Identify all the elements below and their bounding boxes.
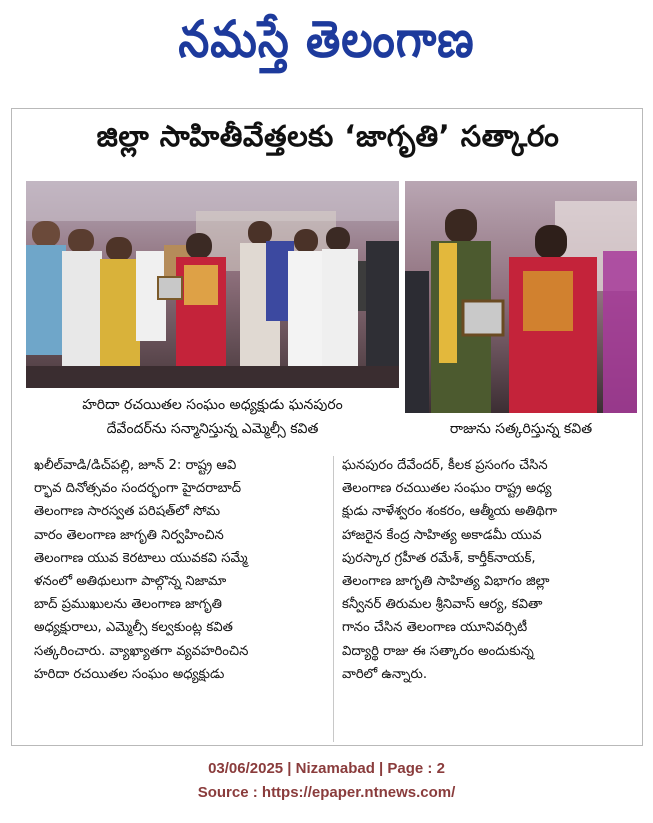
photo-side-image [405,181,637,413]
source-link[interactable]: Source : https://epaper.ntnews.com/ [197,784,456,801]
edition-info: 03/06/2025 | Nizamabad | Page : 2 [208,760,445,777]
column-divider [333,456,334,742]
photo-main-caption-line: దేవేందర్‌ను సన్మానిస్తున్న ఎమ్మెల్సీ కవిత [106,421,319,437]
article-headline: జిల్లా సాహితీవేత్తలకు ‘జాగృతి’ సత్కారం [96,119,560,153]
body-line: ళనంలో అతిథులుగా పాల్గొన్న నిజామా [34,574,227,590]
article-clipping [11,108,643,746]
body-line: తెలంగాణ సారస్వత పరిషత్‌లో సోమ [34,504,221,520]
photo-main [26,181,399,388]
body-line: ఖలీల్‌వాడి/డిచ్‌పల్లి, జూన్ 2: రాష్ట్ర ఆవి [34,458,237,473]
body-line: తెలంగాణ యువ కెరటాలు యువకవి సమ్మే [34,550,248,566]
body-line: అధ్యక్షురాలు, ఎమ్మెల్సీ కల్వకుంట్ల కవిత [34,620,233,636]
body-line: వారం తెలంగాణ జాగృతి నిర్వహించిన [34,527,224,543]
body-line: పురస్కార గ్రహీత రమేశ్, కార్తీక్‌నాయక్, [342,550,536,566]
body-line: కన్వీనర్ తిరుమల శ్రీనివాస్ ఆర్య, కవితా [342,597,543,613]
photo-main-caption-line: హరిదా రచయితల సంఘం అధ్యక్షుడు ఘనపురం [82,397,343,413]
photo-main-caption [26,393,399,441]
article-column-left [34,454,324,686]
page-footer [0,757,653,805]
body-line: హరిదా రచయితల సంఘం అధ్యక్షుడు [34,666,225,682]
body-line: ఘనపురం దేవేందర్, కీలక ప్రసంగం చేసిన [342,458,548,473]
body-line: సత్కరించారు. వ్యాఖ్యాతగా వ్యవహరించిన [34,643,249,659]
photo-main-image [26,181,399,388]
body-line: క్షుడు నాళేశ్వరం శంకరం, ఆత్మీయ అతిథిగా [342,504,558,520]
body-line: తెలంగాణ రచయితల సంఘం రాష్ట్ర అధ్య [342,481,552,497]
body-line: వారిలో ఉన్నారు. [342,666,428,682]
body-line: హాజరైన కేంద్ర సాహిత్య అకాడమీ యువ [342,527,542,543]
body-line: విద్యార్థి రాజు ఈ సత్కారం అందుకున్న [342,643,534,659]
body-line: గానం చేసిన తెలంగాణ యూనివర్సిటీ [342,620,528,636]
body-line: ర్భావ దినోత్సవం సందర్భంగా హైదరాబాద్ [34,481,242,497]
body-line: తెలంగాణ జాగృతి సాహిత్య విభాగం జిల్లా [342,574,550,590]
article-body [34,454,636,744]
newspaper-title: నమస్తే తెలంగాణ [178,10,475,69]
photo-side [405,181,637,413]
masthead [0,0,653,92]
photo-side-caption: రాజును సత్కరిస్తున్న కవిత [449,421,593,437]
body-line: బాద్ ప్రముఖులను తెలంగాణ జాగృతి [34,597,222,613]
article-column-right [342,454,632,686]
